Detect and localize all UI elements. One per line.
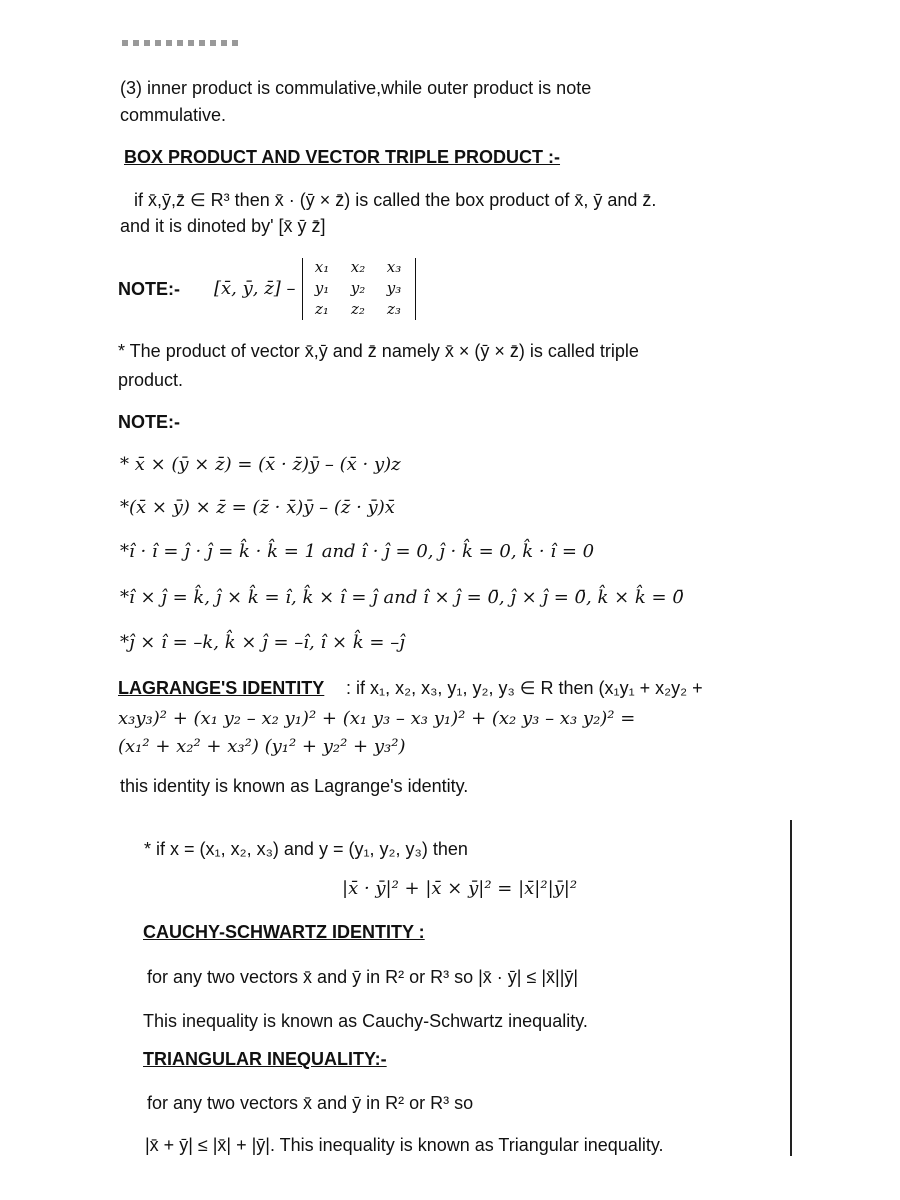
identity-line: *î · î = ĵ · ĵ = k̂ · k̂ = 1 and î · ĵ = 0, ĵ · k̂ = 0, k̂ · î = 0 — [120, 541, 595, 562]
if-x-y-equation: |x̄ · ȳ|² + |x̄ × ȳ|² = |x̄|²|ȳ|² — [342, 878, 578, 899]
box-product-definition-1: if x̄,ȳ,z̄ ∈ R³ then x̄ · (ȳ × z̄) is called the box product of x̄, ȳ and z̄. — [134, 190, 657, 210]
det-cell: z₁ — [315, 300, 329, 318]
lagrange-line-2: x₃y₃)² + (x₁ y₂ – x₂ y₁)² + (x₁ y₃ – x₃ y₁)² + (x₂ y₃ – x₃ y₂)² = — [118, 708, 636, 729]
det-cell: y₃ — [386, 279, 402, 297]
det-cell: z₃ — [387, 300, 401, 318]
det-cell: x₁ — [314, 258, 330, 276]
box-product-notation: [x̄, ȳ, z̄] – — [214, 278, 296, 299]
identity-line: *ĵ × î = –k, k̂ × ĵ = –î, î × k̂ = –ĵ — [120, 632, 405, 653]
triangular-line-2: |x̄ + ȳ| ≤ |x̄| + |ȳ|. This inequality is known as Triangular inequality. — [145, 1135, 664, 1155]
lagrange-line-4: this identity is known as Lagrange's identity. — [120, 776, 469, 796]
determinant-matrix — [302, 258, 416, 320]
scan-artifact — [122, 40, 240, 46]
cauchy-line-1: for any two vectors x̄ and ȳ in R² or R³ so |x̄ · ȳ| ≤ |x̄||ȳ| — [147, 967, 579, 987]
identity-line: *(x̄ × ȳ) × z̄ = (z̄ · x̄)ȳ – (z̄ · ȳ)x̄ — [120, 497, 395, 518]
box-product-heading: BOX PRODUCT AND VECTOR TRIPLE PRODUCT :- — [124, 147, 561, 167]
if-x-y-line: * if x = (x₁, x₂, x₃) and y = (y₁, y₂, y₃) then — [144, 839, 468, 859]
triangular-line-1: for any two vectors x̄ and ȳ in R² or R³ so — [147, 1093, 474, 1113]
det-cell: z₂ — [351, 300, 365, 318]
triple-product-line-2: product. — [118, 370, 184, 390]
inner-product-line-1: (3) inner product is commulative,while outer product is note — [120, 78, 592, 98]
identity-line: * x̄ × (ȳ × z̄) = (x̄ · z̄)ȳ – (x̄ · y)z — [120, 454, 401, 475]
cauchy-heading: CAUCHY-SCHWARTZ IDENTITY : — [143, 922, 425, 942]
note-label: NOTE:- — [118, 279, 180, 299]
lagrange-line-3: (x₁² + x₂² + x₃²) (y₁² + y₂² + y₃²) — [118, 736, 406, 757]
det-cell: y₂ — [350, 279, 366, 297]
note-label: NOTE:- — [118, 412, 180, 432]
det-cell: x₃ — [386, 258, 402, 276]
triple-product-line-1: * The product of vector x̄,ȳ and z̄ namely x̄ × (ȳ × z̄) is called triple — [118, 341, 639, 361]
det-cell: y₁ — [314, 279, 330, 297]
cauchy-line-2: This inequality is known as Cauchy-Schwartz inequality. — [143, 1011, 588, 1031]
inner-product-line-2: commulative. — [120, 105, 227, 125]
margin-line — [790, 820, 792, 1156]
box-product-definition-2: and it is dinoted by' [x̄ ȳ z̄] — [120, 216, 326, 236]
lagrange-heading: LAGRANGE'S IDENTITY — [118, 678, 325, 698]
lagrange-line-1: : if x₁, x₂, x₃, y₁, y₂, y₃ ∈ R then (x₁y₁ + x₂y₂ + — [346, 678, 703, 698]
triangular-heading: TRIANGULAR INEQUALITY:- — [143, 1049, 387, 1069]
det-cell: x₂ — [350, 258, 366, 276]
identity-line: *î × ĵ = k̂, ĵ × k̂ = î, k̂ × î = ĵ and î × ĵ = 0̄, ĵ × ĵ = 0̄, k̂ × k̂ = 0̄ — [120, 587, 684, 608]
